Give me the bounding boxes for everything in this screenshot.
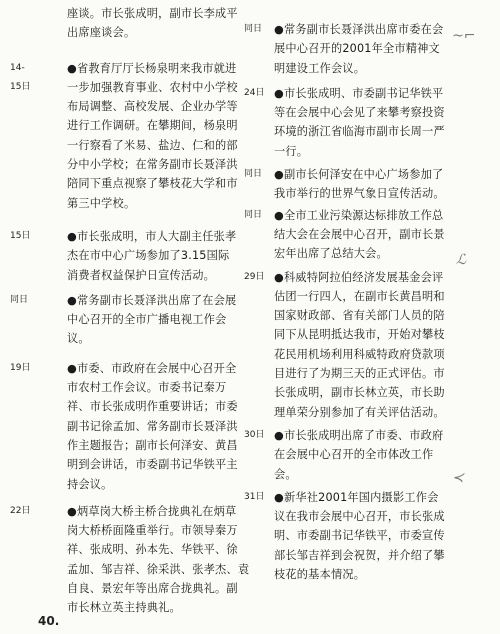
text-line: 分中小学校；在常务副市长聂泽洪 — [67, 158, 238, 172]
text-line: 等在会展中心会见了来攀考察投资 — [274, 106, 445, 120]
text-line: 消费者权益保护日宣传活动。 — [67, 268, 216, 282]
entry-date: 14-15日 — [10, 62, 31, 92]
text-line: 花民用机场利用科威特政府贷款项 — [274, 347, 445, 361]
text-line: 岗大桥桥面隆重举行。市领导秦万 — [67, 524, 238, 538]
entry-text — [38, 359, 250, 494]
entry — [244, 268, 476, 422]
text-line: 作主题报告；副市长何泽安、黄昌 — [67, 438, 238, 452]
entry — [244, 165, 476, 204]
text-line: 在会展中心召开的全市体改工作 — [274, 448, 434, 462]
text-line: 孟加、邹吉祥、徐采洪、张孝杰、袁 — [67, 562, 250, 576]
text-line: 目进行了为期三天的正式评估。市 — [274, 367, 445, 381]
text-line: 明到会讲话，市委副书记华铁平主 — [67, 458, 238, 472]
text-line: 中心召开的全市广播电视工作会 — [67, 313, 227, 327]
entry-date: 22日 — [10, 505, 31, 516]
text-line: 枝花的基本情况。 — [274, 568, 366, 582]
entry — [38, 4, 250, 43]
entry-date: 同日 — [244, 209, 263, 220]
text-line: ●全市工业污染源达标排放工作总 — [274, 208, 444, 222]
text-line: 结大会在会展中心召开，副市长景 — [274, 227, 445, 241]
entry-text — [38, 291, 250, 349]
text-line: 出席座谈会。 — [67, 26, 136, 40]
text-line: 部长邹吉祥到会祝贺，并介绍了攀 — [274, 548, 445, 562]
text-line: ●炳草岗大桥主桥合拢典礼在炳草 — [67, 504, 237, 518]
entry-date: 30日 — [244, 429, 265, 440]
entry-date: 同日 — [10, 294, 29, 305]
entry-text — [248, 426, 476, 484]
entry-date: 24日 — [244, 87, 265, 98]
entry — [244, 20, 476, 78]
entry — [10, 291, 250, 349]
text-line: 市长林立英主持典礼。 — [67, 601, 181, 615]
text-line: 会。 — [274, 467, 297, 481]
entry — [244, 84, 476, 161]
text-line: 一行察看了米易、盐边、仁和的部 — [67, 138, 238, 152]
entry — [10, 502, 250, 618]
text-line: ●省教育厅厅长杨泉明来我市就进 — [67, 61, 237, 75]
entry — [10, 359, 250, 494]
entry-date: 15日 — [10, 230, 31, 241]
entry-text — [38, 59, 250, 213]
text-line: 国家财政部、省有关部门人员的陪 — [274, 309, 445, 323]
entry-text — [38, 502, 250, 618]
text-line: 一行。 — [274, 144, 309, 158]
text-line: 祥、张成明、孙本先、华铁平、徐 — [67, 543, 238, 557]
entry-text — [38, 227, 250, 285]
text-line: ●常务副市长聂泽洪出席市委在会 — [274, 23, 444, 36]
text-line: 议。 — [67, 332, 90, 346]
text-line: 展中心召开的2001年全市精神文 — [274, 42, 440, 56]
text-line: 议在我市会展中心召开，市长张成 — [274, 510, 445, 524]
text-line: ●科威特阿拉伯经济发展基金会评 — [274, 270, 444, 284]
text-line: 第三中学校。 — [67, 196, 136, 210]
text-line: 市农村工作会议。市委书记秦万 — [67, 381, 227, 395]
left-column — [10, 4, 250, 618]
entry — [244, 206, 476, 264]
text-line: 布局调整、高校发展、企业办学等 — [67, 100, 238, 114]
entry-text — [248, 20, 476, 78]
entry-text — [248, 84, 476, 161]
text-line: 同下从昆明抵达我市，开始对攀枝 — [274, 328, 445, 342]
text-line: ●新华社2001年国内摄影工作会 — [274, 490, 439, 504]
text-line: ●市长张成明出席了市委、市政府 — [274, 428, 444, 442]
text-line: 宏年出席了总结大会。 — [274, 247, 388, 261]
text-line: 座谈。市长张成明，副市长李成平 — [67, 7, 238, 20]
text-line: ●市长张成明，市人大副主任张孝 — [67, 229, 237, 243]
text-line: ●常务副市长聂泽洪出席了在会展 — [67, 293, 237, 307]
entry-date: 29日 — [244, 271, 265, 282]
entry-text — [248, 206, 476, 264]
text-line: 明建设工作会议。 — [274, 61, 366, 75]
entry-text — [248, 165, 476, 204]
entry-date: 同日 — [244, 24, 263, 34]
text-line: 环境的浙江省临海市副市长周一严 — [274, 125, 445, 139]
text-line: ●市委、市政府在会展中心召开全 — [67, 361, 237, 375]
page-number: 40. — [38, 614, 60, 628]
text-line: ●副市长何泽安在中心广场参加了 — [274, 168, 444, 182]
text-line: 陪同下重点视察了攀枝花大学和市 — [67, 177, 238, 191]
entry-text — [38, 4, 250, 43]
entry — [10, 59, 250, 213]
text-line: 长张成明，副市长林立英，市长助 — [274, 386, 445, 400]
text-line: 明、市委副书记华铁平，市委宣传 — [274, 529, 445, 543]
text-line: ●市长张成明、市委副书记华铁平 — [274, 86, 444, 100]
text-line: 一步加强教育事业、农村中小学校 — [67, 80, 238, 94]
entry — [244, 488, 476, 584]
text-line: 副书记徐孟加、常务副市长聂泽洪 — [67, 419, 238, 433]
entry-date: 31日 — [244, 491, 265, 502]
text-line: 祥、市长张成明作重要讲话；市委 — [67, 400, 238, 414]
text-line: 自良、景宏年等出席合拢典礼。副 — [67, 582, 238, 596]
entry — [244, 426, 476, 484]
text-line: 杰在市中心广场参加了3.15国际 — [67, 249, 230, 263]
handwritten-scribble: ~⌐ — [452, 28, 476, 44]
handwritten-scribble: ℒ — [456, 252, 467, 268]
text-line: 估团一行四人，在副市长黄昌明和 — [274, 289, 445, 303]
entry-date: 同日 — [244, 169, 263, 180]
text-line: 持会议。 — [67, 477, 113, 491]
entry-text — [248, 488, 476, 584]
entry-date: 19日 — [10, 362, 31, 373]
right-column — [244, 20, 476, 584]
text-line: 进行工作调研。在攀期间，杨泉明 — [67, 119, 238, 133]
entry — [10, 227, 250, 285]
handwritten-scribble: ≺ — [452, 470, 464, 486]
text-line: 我市举行的世界气象日宣传活动。 — [274, 187, 445, 201]
text-line: 理单荣分别参加了有关评估活动。 — [274, 405, 445, 419]
entry-text — [248, 268, 476, 422]
